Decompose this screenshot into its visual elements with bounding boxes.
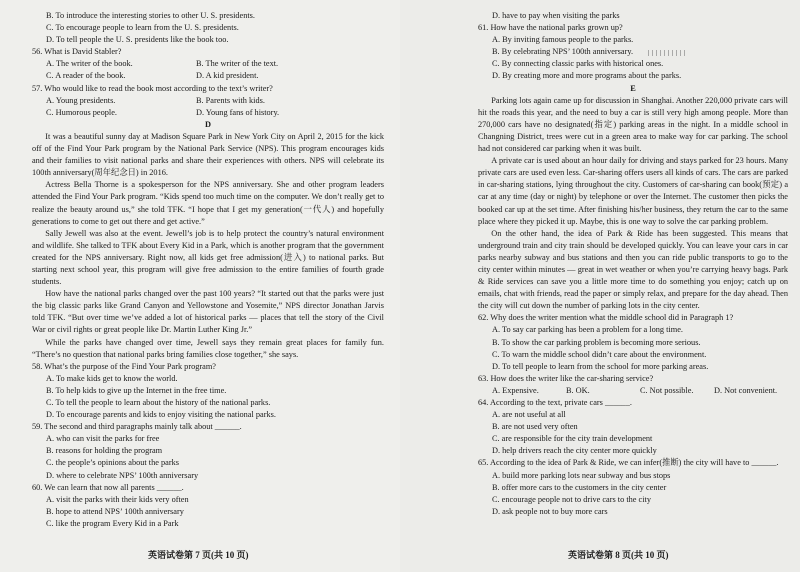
- q65-option-d: D. ask people not to buy more cars: [492, 506, 608, 516]
- page-footer-7: 英语试卷第 7 页(共 10 页): [148, 550, 249, 560]
- q58-option-c: C. To tell the people to learn about the history of the national parks.: [46, 398, 271, 407]
- q59-option-b: B. reasons for holding the program: [46, 446, 163, 456]
- passage-e-para-3: On the other hand, the idea of Park & Ride has been suggested. This means that underground train and city train should be developed quickly. You can leave your cars in car parks nearby subway and bus stations and then you can ride public transports to go to the city center within minutes — great in wet weather or when you’re carrying heavy bags. Park & Ride services can save you a little more time to do something you enjoy; catch up on emails, chat with friends, read the paper or simply relax, and prepare for the day ahead. Then the city will cut down the number of parking lots in the city center.: [478, 228, 788, 311]
- q62-option-b: B. To show the car parking problem is becoming more serious.: [492, 337, 701, 347]
- q65-option-b: B. offer more cars to the customers in the city center: [492, 482, 667, 492]
- q63-option-d: D. Not convenient.: [714, 385, 778, 395]
- q58-option-a: A. To make kids get to know the world.: [46, 373, 178, 383]
- q55-option-b: B. To introduce the interesting stories to other U. S. presidents.: [46, 11, 255, 20]
- q61-stem: 61. How have the national parks grown up?: [478, 23, 623, 33]
- q56-option-c: C. A reader of the book.: [46, 71, 126, 81]
- passage-d-para-5: While the parks have changed over time, Jewell says they remain great places for family fun. “There’s no question that national parks bring families close together,” she says.: [32, 337, 384, 359]
- q62-option-c: C. To warn the middle school didn’t care about the environment.: [492, 349, 707, 359]
- q61-option-a: A. By inviting famous people to the parks.: [492, 35, 634, 45]
- q62-option-a: A. To say car parking has been a problem for a long time.: [492, 325, 683, 335]
- q64-option-a: A. are not useful at all: [492, 410, 566, 420]
- q56-option-a: A. The writer of the book.: [46, 59, 133, 69]
- q65-option-a: A. build more parking lots near subway and bus stops: [492, 470, 671, 480]
- q57-options-row2: [32, 107, 384, 119]
- q59-option-c: C. the people’s opinions about the parks: [46, 458, 179, 468]
- passage-e-para-1: Parking lots again came up for discussion in Shanghai. Another 220,000 private cars will hit the roads this year, and the need to buy a car is still very high among people. More than 270,000 cars have no designated(指定) parking areas in the night. In a middle school in Changning District, trees were cut in a green area to make way for car parking. The school had not considered car parking when it was built.: [478, 95, 788, 154]
- q59-option-a: A. who can visit the parks for free: [46, 434, 160, 444]
- q57-options-row1: [32, 95, 384, 107]
- q56-stem: 56. What is David Stabler?: [32, 47, 122, 57]
- q63-stem: 63. How does the writer like the car-sharing service?: [478, 373, 654, 383]
- q62-option-d: D. To tell people to learn from the school for more parking areas.: [492, 361, 709, 371]
- q60-option-c: C. like the program Every Kid in a Park: [46, 518, 179, 528]
- q57-option-b: B. Parents with kids.: [196, 95, 265, 105]
- page-footer-8: 英语试卷第 8 页(共 10 页): [568, 550, 669, 560]
- section-e-heading: E: [630, 83, 636, 93]
- q63-options: [478, 385, 788, 397]
- q62-stem: 62. Why does the writer mention what the middle school did in Paragraph 1?: [478, 313, 734, 323]
- q63-option-a: A. Expensive.: [492, 385, 539, 395]
- q55-option-c: C. To encourage people to learn from the U. S. presidents.: [46, 23, 239, 33]
- passage-d-para-1: It was a beautiful sunny day at Madison Square Park in New York City on April 2, 2015 for the kick off of the Find Your Park program by the National Park Service (NPS). This program encourages kids and their families to visit national parks and share their experiences with others. NPS will celebrate its 100th anniversary(周年纪念日) in 2016.: [32, 131, 384, 178]
- q64-stem: 64. According to the text, private cars ______.: [478, 398, 632, 407]
- q56-options-row1: [32, 58, 384, 70]
- passage-d-para-4: How have the national parks changed over the past 100 years? “It started out that the parks were just the big classic parks like Grand Canyon and Yellowstone and Yosemite,” NPS director Jonathan Jarvis told TFK. “But over time we’ve added a lot of historical parks — places that tell the story of the Civil War or civil rights or great people like Dr. Martin Luther King Jr.”: [32, 289, 384, 335]
- q65-stem: 65. According to the idea of Park & Ride, we can infer(推断) the city will have to ______.: [478, 458, 779, 468]
- exam-page-8: [400, 0, 800, 572]
- q56-options-row2: [32, 70, 384, 82]
- q64-option-d: D. help drivers reach the city center more quickly: [492, 446, 657, 456]
- q58-option-d: D. To encourage parents and kids to enjoy visiting the national parks.: [46, 410, 276, 420]
- passage-e-para-2: A private car is used about an hour daily for driving and stays parked for 23 hours. Many private cars are used even less. Car-sharing offers users all kinds of cars. The cars are parked in car-sharing stations, lying throughout the city. Customers of car-sharing can book(预定) a car at any time (day or night) by telephone or over the Internet. The customer then picks the booked car up at the set time. After finishing his/her business, they return the car to the same place where they picked it up. Maybe, this is one way to solve the car parking problem.: [478, 156, 788, 226]
- q57-option-a: A. Young presidents.: [46, 95, 116, 105]
- left-column: [32, 10, 384, 530]
- q61-option-c: C. By connecting classic parks with historical ones.: [492, 59, 664, 69]
- q60-option-a: A. visit the parks with their kids very often: [46, 494, 189, 504]
- q61-option-d: D. By creating more and more programs about the parks.: [492, 71, 682, 81]
- q60-option-d: D. have to pay when visiting the parks: [492, 11, 620, 20]
- section-d-heading: D: [205, 119, 211, 129]
- q57-option-c: C. Humorous people.: [46, 107, 117, 117]
- q57-stem: 57. Who would like to read the book most according to the text’s writer?: [32, 83, 273, 93]
- q57-option-d: D. Young fans of history.: [196, 107, 280, 117]
- q61-option-b: B. By celebrating NPS’ 100th anniversary.: [492, 47, 634, 57]
- q59-stem: 59. The second and third paragraphs mainly talk about ______.: [32, 422, 242, 432]
- passage-d-para-3: Sally Jewell was also at the event. Jewell’s job is to help protect the country’s natural environment and wildlife. She talked to TFK about Every Kid in a Park, which is another program that the government created for the NPS anniversary. Right now, all kids get free admission(进入) to national parks. But starting next school year, this program will give free admission to the entire families of fourth grade students.: [32, 228, 384, 287]
- q63-option-b: B. OK.: [566, 385, 590, 395]
- q55-option-d: D. To tell people the U. S. presidents like the book too.: [46, 35, 229, 45]
- q60-option-b: B. hope to attend NPS’ 100th anniversary: [46, 506, 184, 516]
- q56-option-b: B. The writer of the text.: [196, 59, 279, 69]
- right-column: [478, 10, 788, 518]
- q63-option-c: C. Not possible.: [640, 385, 694, 395]
- q64-option-c: C. are responsible for the city train development: [492, 434, 653, 444]
- q64-option-b: B. are not used very often: [492, 422, 578, 432]
- passage-d-para-2: Actress Bella Thorne is a spokesperson for the NPS anniversary. She and other program leaders attended the Find Your Park program. “Kids spend too much time on the computer. We don’t really get to realize the beauty around us,” she told TFK. “I hope that I get my generation(一代人) and hopefully generations to come to get out there and get active.”: [32, 180, 384, 226]
- q58-option-b: B. To help kids to give up the Internet in the free time.: [46, 385, 227, 395]
- q65-option-c: C. encourage people not to drive cars to the city: [492, 494, 651, 504]
- q58-stem: 58. What’s the purpose of the Find Your Park program?: [32, 361, 216, 371]
- q59-option-d: D. where to celebrate NPS’ 100th anniversary: [46, 470, 199, 480]
- q60-stem: 60. We can learn that now all parents ______.: [32, 482, 184, 492]
- q56-option-d: D. A kid president.: [196, 71, 259, 81]
